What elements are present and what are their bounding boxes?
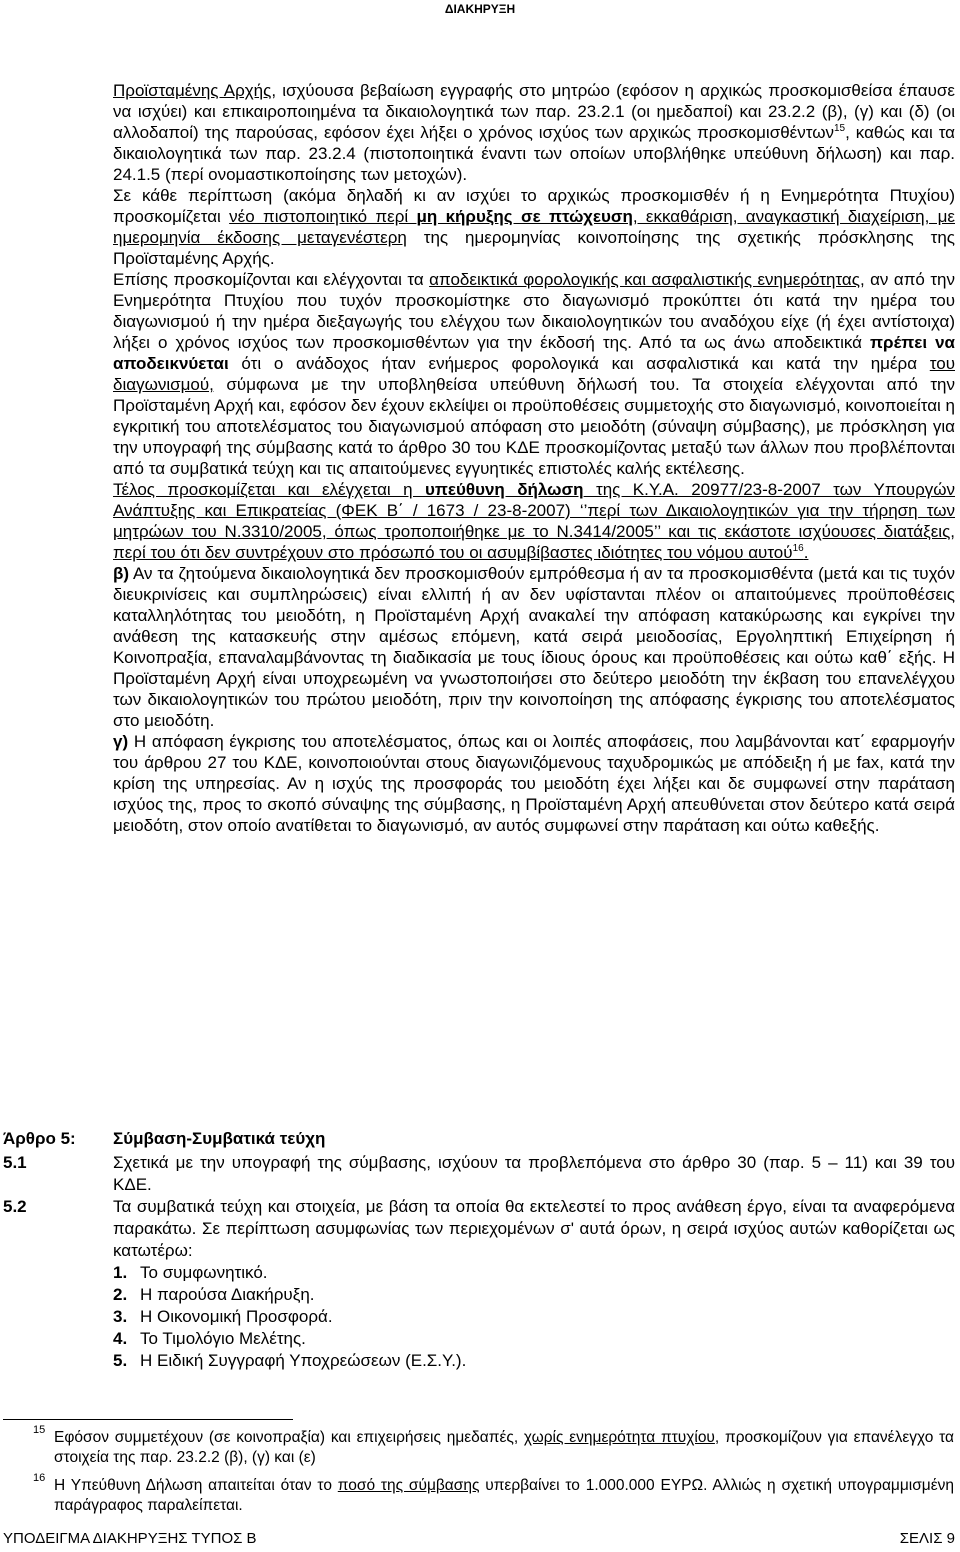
text-underlined: νέο πιστοποιητικό περί (229, 207, 417, 226)
footnote-ref-16[interactable]: 16 (792, 543, 804, 554)
document-body (113, 80, 955, 836)
text-underlined: Προϊσταμένης Αρχής (113, 81, 272, 100)
list-item-number: 3. (113, 1307, 128, 1326)
paragraph-c (113, 731, 955, 836)
list-item-text: Η Οικονομική Προσφορά. (140, 1307, 333, 1326)
list-item (113, 1306, 955, 1328)
text: ότι ο ανάδοχος ήταν ενήμερος φορολογικά και ασφαλιστικά και κατά την ημέρα (228, 354, 930, 373)
article-heading (3, 1128, 955, 1150)
paragraph-4 (113, 479, 955, 563)
text: , προσκομίζουν για επανέλεγχο τα στοιχεία της παρ. 23.2.2 (β), (γ) και (ε) (54, 1429, 954, 1466)
text-underlined: του διαγωνισμού, (113, 354, 955, 394)
text: της ημερομηνίας κοινοποίησης της σχετικής πρόσκλησης της Προϊσταμένης Αρχής. (113, 228, 955, 268)
paragraph-2 (113, 185, 955, 269)
text: Η απόφαση έγκρισης του αποτελέσματος, όπως και οι λοιπές αποφάσεις, που λαμβάνονται κατ΄ εφαρμογήν του άρθρου 27 του ΚΔΕ, κοινοποιούνται στους διαγωνιζόμενους ταχυδρομικώς με απόδειξη ή με fax, κατά την κρίση της υπηρεσίας. Αν η ισχύς της προσφοράς του μειοδότη έχει λήξει και δε συμφωνεί στην παράταση ισχύος της, προς το σκοπό σύναψης της σύμβασης, η Προϊσταμένη Αρχή απευθύνεται στον δεύτερο κατά σειρά μειοδότη, στον οποίο ανατίθεται το διαγωνισμό, αν αυτός συμφωνεί στην παράταση και ούτω καθεξής. (113, 732, 955, 835)
list-item (113, 1328, 955, 1350)
section-body (113, 1196, 955, 1372)
page-number: ΣΕΛΙΣ 9 (899, 1530, 955, 1547)
section-number: 5.2 (3, 1197, 27, 1216)
text: , ισχύουσα βεβαίωση εγγραφής στο μητρώο (εφόσον η αρχικώς προσκομισθείσα έπαυσε να ισχύει) και επικαιροποιημένα τα δικαιολογητικά των παρ. 23.2.1 (οι ημεδαποί) και 23.2.2 (β), (γ) και (δ) (οι αλλοδαποί) της παρούσας, εφόσον έχει λήξει ο χρόνος ισχύος των αρχικώς προσκομισθέντων (113, 81, 955, 142)
paragraph-3 (113, 269, 955, 479)
article-label: Άρθρο 5: (3, 1129, 76, 1148)
text: Τέλος προσκομίζεται και ελέγχεται η (113, 480, 426, 499)
list-item (113, 1350, 955, 1372)
text-underlined: ποσό της σύμβασης (337, 1477, 480, 1494)
list-item (113, 1284, 955, 1306)
text: Η Υπεύθυνη Δήλωση απαιτείται όταν το (54, 1477, 338, 1494)
text-bold: υπεύθυνη δήλωση (425, 480, 584, 499)
header-title: ΔΙΑΚΗΡΥΞΗ (444, 2, 516, 16)
text: Εφόσον συμμετέχουν (σε κοινοπραξία) και επιχειρήσεις ημεδαπές, (54, 1429, 524, 1446)
text: . (803, 543, 809, 562)
list-item (113, 1262, 955, 1284)
text: , καθώς και τα δικαιολογητικά των παρ. 23.2.4 (πιστοποιητικά έναντι των οποίων υποβλήθηκε υπεύθυνη δήλωση) και παρ. 24.1.5 (περί ονομαστικοποίησης των μετοχών). (113, 123, 955, 184)
item-label: γ) (113, 732, 129, 751)
text: , αν από την Ενημερότητα Πτυχίου που τυχόν προσκομίστηκε στο διαγωνισμό προκύπτει ότι κατά την ημέρα του διαγωνισμού ή την ημέρα διεξαγωγής του ελέγχου των δικαιολογητικών του αναδόχου είχε (ή έχει αντίστοιχα) λήξει ο χρόνος ισχύος των προσκομισθέντων για την έκδοσή της. Από τα ως άνω αποδεικτικά (113, 270, 955, 352)
article-title: Σύμβαση-Συμβατικά τεύχη (113, 1129, 326, 1148)
list-item-number: 2. (113, 1285, 128, 1304)
footnote-mark: 15 (33, 1424, 46, 1436)
text-bold: πρέπει να αποδεικνύεται (113, 333, 956, 373)
section-text: Σχετικά με την υπογραφή της σύμβασης, ισχύουν τα προβλεπόμενα στο άρθρο 30 (παρ. 5 – 11) και 39 του ΚΔΕ. (113, 1153, 955, 1194)
section-number: 5.1 (3, 1153, 27, 1172)
footnote-15 (33, 1424, 954, 1468)
text: Σε κάθε περίπτωση (ακόμα δηλαδή κι αν ισχύει το αρχικώς προσκομισθέν ή η Ενημερότητα Πτυχίου) προσκομίζεται (113, 186, 955, 226)
text: σύμφωνα με την υποβληθείσα υπεύθυνη δήλωσή του. Τα στοιχεία ελέγχονται από την Προϊσταμένη Αρχή και, εφόσον δεν έχουν εκλείψει οι προϋποθέσεις συμμετοχής στο διαγωνισμό, κοινοποιείται η εγκριτική του αποτελέσματος του διαγωνισμού απόφαση στο μειοδότη (σύναψη σύμβασης), με πρόσκληση για την υπογραφή της σύμβασης κατά το άρθρο 30 του ΚΔΕ προσκομίζοντας μεταξύ των άλλων που προβλέπονται από τα συμβατικά τεύχη και τις απαιτούμενες εγγυητικές επιστολές καλής εκτέλεσης. (113, 375, 955, 478)
text: της Κ.Υ.Α. 20977/23-8-2007 των Υπουργών Ανάπτυξης και Επικρατείας (ΦΕΚ Β΄ / 1673 / 23-8-2007) ‘’περί των Δικαιολογητικών για την τήρηση των μητρώων του Ν.3310/2005, όπως τροποποιήθηκε με το Ν.3414/2005’’ και τις εκάστοτε ισχύουσες διατάξεις, περί του ότι δεν συντρέχουν στο πρόσωπό του οι ασυμβίβαστες ιδιότητες του νόμου αυτού (113, 480, 956, 562)
section-5-1 (3, 1152, 955, 1196)
text: υπερβαίνει το 1.000.000 ΕΥΡΩ. Αλλιώς η σχετική υπογραμμισμένη παράγραφος παραλείπεται. (54, 1477, 954, 1514)
list-item-text: Το συμφωνητικό. (140, 1263, 268, 1282)
list-item-text: Το Τιμολόγιο Μελέτης. (140, 1329, 306, 1348)
item-label: β) (113, 564, 130, 583)
text: Αν τα ζητούμενα δικαιολογητικά δεν προσκομισθούν εμπρόθεσμα ή αν τα προσκομισθέντα (μετά και τις τυχόν διευκρινίσεις και συμπληρώσεις) είναι ελλιπή ή αν δεν υφίστανται πλέον οι απαιτούμενες προϋποθέσεις καταλληλότητας του μειοδότη, η Προϊσταμένη Αρχή ανακαλεί την απόφαση κατακύρωσης και εγκρίνει την ανάθεση της κατασκευής στην αμέσως επόμενη, κατά σειρά μειοδοσίας, Εργοληπτική Επιχείρηση ή Κοινοπραξία, επαναλαμβάνοντας τη διαδικασία με τους ίδιους όρους και προϋποθέσεις και ούτω καθ΄ εξής. Η Προϊσταμένη Αρχή είναι υποχρεωμένη να γνωστοποιήσει στο δεύτερο μειοδότη την έκβαση του επανελέγχου των δικαιολογητικών του πρώτου μειοδότη, πριν την κοινοποίηση της απόφασης έγκρισης του αποτελέσματος στο μειοδότη. (113, 564, 955, 730)
list-item-number: 1. (113, 1263, 128, 1282)
section-text: Τα συμβατικά τεύχη και στοιχεία, με βάση τα οποία θα εκτελεστεί το προς ανάθεση έργο, είναι τα αναφερόμενα παρακάτω. Σε περίπτωση ασυμφωνίας των περιεχομένων σ' αυτά όρων, η σειρά ισχύος αυτών καθορίζεται ως κατωτέρω: (113, 1197, 955, 1260)
footnote-separator (3, 1419, 293, 1420)
text-bold-underlined: μη κήρυξης σε πτώχευση (416, 207, 633, 226)
footnote-mark: 16 (33, 1472, 46, 1484)
contract-documents-list (113, 1262, 955, 1372)
list-item-text: Η Ειδική Συγγραφή Υποχρεώσεων (Ε.Σ.Υ.). (140, 1351, 467, 1370)
list-item-text: Η παρούσα Διακήρυξη. (140, 1285, 315, 1304)
footnote-16 (33, 1472, 954, 1516)
list-item-number: 5. (113, 1351, 128, 1370)
section-5-2 (3, 1196, 955, 1372)
paragraph-b (113, 563, 955, 731)
footer-doc-title: ΥΠΟΔΕΙΓΜΑ ΔΙΑΚΗΡΥΞΗΣ ΤΥΠΟΣ Β (3, 1530, 257, 1547)
page-footer (3, 1530, 955, 1547)
list-item-number: 4. (113, 1329, 128, 1348)
paragraph-1 (113, 80, 955, 185)
footnote-ref-15[interactable]: 15 (833, 123, 846, 134)
text-underlined: , εκκαθάριση, αναγκαστική διαχείριση, με ημερομηνία έκδοσης μεταγενέστερη (113, 207, 955, 247)
text-underlined: χωρίς ενημερότητα πτυχίου (523, 1429, 715, 1446)
text: Επίσης προσκομίζονται και ελέγχονται τα (113, 270, 430, 289)
text-underlined: αποδεικτικά φορολογικής και ασφαλιστικής ενημερότητας (429, 270, 860, 289)
